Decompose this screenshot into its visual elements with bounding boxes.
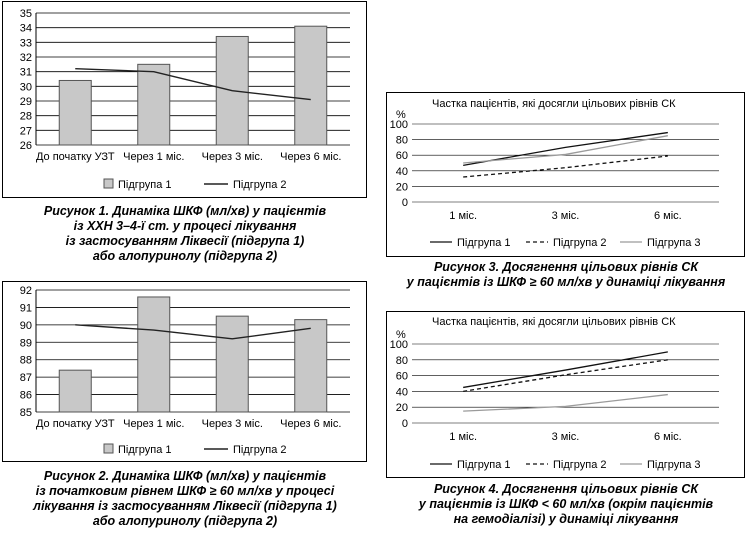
chart-1-legend-label: Підгрупа 2 <box>233 179 287 191</box>
chart-1-x-tick-label: Через 3 міс. <box>201 151 263 163</box>
chart-4-caption-line-3: на гемодіалізі) у динаміці лікування <box>453 512 679 526</box>
chart-3-y-tick-label: 80 <box>395 134 408 147</box>
chart-3-y-tick-label: 100 <box>389 119 408 131</box>
chart-1-y-tick-label: 28 <box>19 110 32 123</box>
chart-3-y-tick-label: 0 <box>401 197 408 209</box>
chart-3-title: Частка пацієнтів, які досягли цільових рівнів СК <box>432 98 676 110</box>
chart-2-y-tick-label: 90 <box>19 319 32 332</box>
chart-2-legend-swatch-bar <box>104 444 113 453</box>
chart-2-bar <box>59 370 91 412</box>
chart-4-caption <box>383 482 749 527</box>
chart-3-legend-label: Підгрупа 1 <box>457 237 511 249</box>
chart-1-caption-line-1: Рисунок 1. Динаміка ШКФ (мл/хв) у пацієнтів <box>43 204 327 218</box>
chart-4-panel <box>386 311 745 478</box>
chart-2-bar <box>216 316 248 412</box>
chart-2-x-tick-label: Через 3 міс. <box>201 418 263 430</box>
chart-2-y-tick-label: 85 <box>19 407 32 419</box>
chart-4-svg <box>386 311 745 478</box>
chart-1-legend-swatch-bar <box>104 179 113 188</box>
chart-1-bar <box>59 80 91 145</box>
chart-2-y-tick-label: 86 <box>19 389 32 402</box>
chart-4-x-tick-label: 6 міс. <box>653 431 682 443</box>
chart-4-y-tick-label: 40 <box>395 386 408 399</box>
chart-4-y-tick-label: 100 <box>389 339 408 351</box>
chart-1-caption-line-2: із ХХН 3–4-ї ст. у процесі лікування <box>73 219 297 233</box>
chart-1-x-tick-label: Через 6 міс. <box>280 151 342 163</box>
chart-4-frame <box>387 312 745 478</box>
chart-2-series-line <box>75 325 311 339</box>
chart-1-y-tick-label: 27 <box>19 125 32 138</box>
chart-2-x-tick-label: До початку УЗТ <box>35 418 115 430</box>
chart-1-svg <box>0 0 370 200</box>
chart-2-caption <box>2 469 368 529</box>
chart-4-x-tick-label: 3 міс. <box>551 431 580 443</box>
chart-3-svg <box>386 92 745 257</box>
chart-2-caption-line-3: лікування із застосуванням Ліквесії (підгрупа 1) <box>33 499 337 513</box>
chart-1-y-tick-label: 29 <box>19 96 32 108</box>
chart-2-svg <box>0 280 370 464</box>
chart-1-caption-line-3: із застосуванням Ліквесії (підгрупа 1) <box>65 234 305 248</box>
chart-2-bar <box>138 297 170 412</box>
chart-4-caption-line-1: Рисунок 4. Досягнення цільових рівнів СК <box>433 482 699 496</box>
chart-1-legend-label: Підгрупа 1 <box>118 179 172 191</box>
chart-4-y-tick-label: 0 <box>401 418 408 430</box>
chart-4-x-tick-label: 1 міс. <box>449 431 478 443</box>
chart-3-caption-line-1: Рисунок 3. Досягнення цільових рівнів СК <box>433 260 699 274</box>
chart-4-series-line-3 <box>463 395 668 412</box>
chart-2-caption-line-1: Рисунок 2. Динаміка ШКФ (мл/хв) у пацієнтів <box>43 469 327 483</box>
chart-3-panel <box>386 92 745 257</box>
chart-4-caption-line-2: у пацієнтів із ШКФ < 60 мл/хв (окрім пацієнтів <box>418 497 714 511</box>
chart-1-y-tick-label: 34 <box>19 22 32 35</box>
chart-1-y-tick-label: 30 <box>19 81 32 94</box>
chart-2-bar <box>295 320 327 412</box>
chart-2-legend-label: Підгрупа 1 <box>118 444 172 456</box>
chart-3-x-tick-label: 6 міс. <box>653 210 682 222</box>
chart-3-y-tick-label: 40 <box>395 165 408 178</box>
chart-2-legend-label: Підгрупа 2 <box>233 444 287 456</box>
chart-3-legend-label: Підгрупа 3 <box>647 237 701 249</box>
chart-2-y-tick-label: 89 <box>19 337 32 350</box>
chart-4-y-tick-label: 20 <box>395 402 408 415</box>
chart-2-caption-line-2: із початковим рівнем ШКФ ≥ 60 мл/хв у процесі <box>35 484 335 498</box>
chart-3-series-line-2 <box>463 156 668 177</box>
chart-1-x-tick-label: До початку УЗТ <box>35 151 115 163</box>
chart-3-x-tick-label: 1 міс. <box>449 210 478 222</box>
chart-1-series-line <box>75 69 311 100</box>
chart-2-x-tick-label: Через 1 міс. <box>123 418 185 430</box>
chart-4-legend-label: Підгрупа 3 <box>647 459 701 471</box>
chart-4-y-tick-label: 60 <box>395 370 408 383</box>
chart-1-y-tick-label: 31 <box>19 66 32 79</box>
chart-1-panel <box>0 0 370 200</box>
chart-3-caption-line-2: у пацієнтів із ШКФ ≥ 60 мл/хв у динаміці лікування <box>406 275 726 289</box>
chart-3-x-tick-label: 3 міс. <box>551 210 580 222</box>
chart-1-y-tick-label: 35 <box>19 8 32 20</box>
chart-4-y-tick-label: 80 <box>395 354 408 367</box>
chart-4-title: Частка пацієнтів, які досягли цільових рівнів СК <box>432 316 676 328</box>
chart-2-x-tick-label: Через 6 міс. <box>280 418 342 430</box>
chart-3-legend-label: Підгрупа 2 <box>553 237 607 249</box>
chart-3-frame <box>387 93 745 257</box>
chart-1-caption-line-4: або алопуринолу (підгрупа 2) <box>92 249 278 263</box>
chart-2-y-tick-label: 91 <box>19 302 32 315</box>
chart-1-bar <box>295 26 327 145</box>
chart-2-y-tick-label: 87 <box>19 372 32 385</box>
chart-3-caption <box>383 260 749 290</box>
chart-1-bar <box>138 64 170 145</box>
chart-3-y-tick-label: 60 <box>395 150 408 163</box>
chart-4-series-line-1 <box>463 352 668 388</box>
chart-4-legend-label: Підгрупа 2 <box>553 459 607 471</box>
chart-1-y-tick-label: 33 <box>19 37 32 50</box>
chart-2-y-tick-label: 88 <box>19 354 32 367</box>
chart-3-y-unit: % <box>396 109 406 121</box>
chart-2-panel <box>0 280 370 464</box>
chart-1-y-tick-label: 26 <box>19 140 32 152</box>
chart-4-y-unit: % <box>396 329 406 341</box>
chart-1-x-tick-label: Через 1 міс. <box>123 151 185 163</box>
chart-3-y-tick-label: 20 <box>395 181 408 194</box>
chart-2-caption-line-4: або алопуринолу (підгрупа 2) <box>92 514 278 528</box>
chart-2-y-tick-label: 92 <box>19 285 32 297</box>
chart-1-y-tick-label: 32 <box>19 52 32 64</box>
chart-1-caption <box>2 204 368 264</box>
chart-4-legend-label: Підгрупа 1 <box>457 459 511 471</box>
